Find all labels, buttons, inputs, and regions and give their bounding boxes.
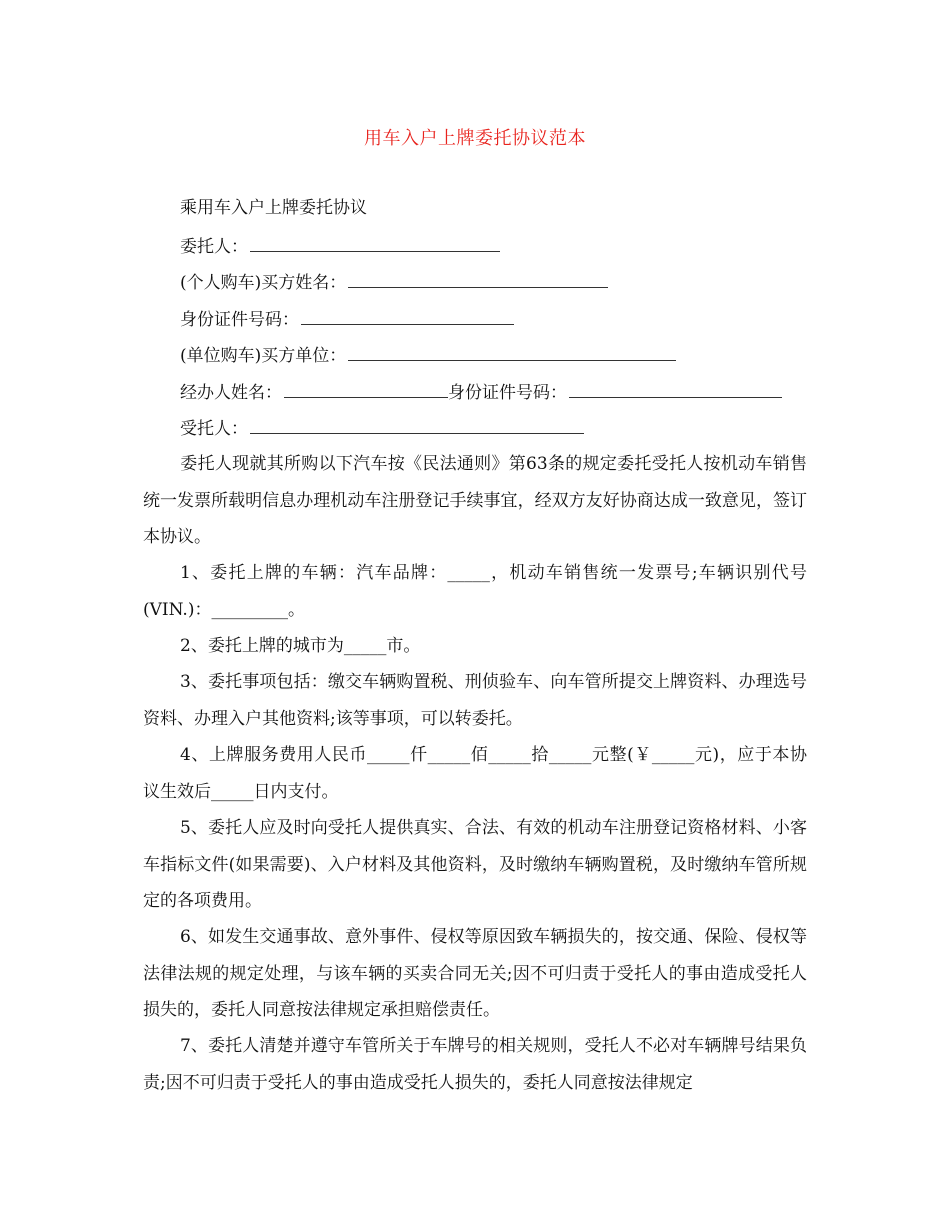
paragraph-intro: 委托人现就其所购以下汽车按《民法通则》第63条的规定委托受托人按机动车销售统一发票所载明信息办理机动车注册登记手续事宜，经双方友好协商达成一致意见，签订本协议。 (143, 454, 807, 547)
agent-label: 受托人： (180, 419, 248, 439)
paragraph-clause-5: 5、委托人应及时向受托人提供真实、合法、有效的机动车注册登记资格材料、小客车指标文件(如果需要)、入户材料及其他资料，及时缴纳车辆购置税，及时缴纳车管所规定的各项费用。 (143, 818, 807, 911)
paragraph-clause-3: 3、委托事项包括：缴交车辆购置税、刑侦验车、向车管所提交上牌资料、办理选号资料、办理入户其他资料;该等事项，可以转委托。 (143, 672, 807, 729)
agreement-subtitle: 乘用车入户上牌委托协议 (180, 198, 367, 218)
id-number-blank-field[interactable] (301, 308, 514, 325)
handler-name-label: 经办人姓名： (180, 383, 282, 403)
paragraph-clause-7: 7、委托人清楚并遵守车管所关于车牌号的相关规则，受托人不必对车辆牌号结果负责;因不可归责于受托人的事由造成受托人损失的，委托人同意按法律规定 (143, 1036, 807, 1093)
handler-id-label: 身份证件号码： (448, 383, 567, 403)
buyer-name-label: (个人购车)买方姓名： (180, 273, 347, 293)
buyer-name-blank-field[interactable] (348, 271, 608, 288)
buyer-unit-row (180, 344, 676, 366)
principal-row (180, 235, 500, 257)
handler-id-blank-field[interactable] (569, 381, 782, 398)
paragraph-clause-1: 1、委托上牌的车辆：汽车品牌：_____，机动车销售统一发票号;车辆识别代号(VIN.)：_________。 (143, 563, 807, 620)
paragraph-clause-4: 4、上牌服务费用人民币_____仟_____佰_____拾_____元整(￥_____元)，应于本协议生效后_____日内支付。 (143, 745, 807, 802)
agent-row (180, 417, 584, 439)
handler-row (180, 381, 782, 403)
principal-label: 委托人： (180, 237, 248, 257)
buyer-name-row (180, 271, 608, 293)
document-title: 用车入户上牌委托协议范本 (364, 128, 586, 149)
paragraph-clause-6: 6、如发生交通事故、意外事件、侵权等原因致车辆损失的，按交通、保险、侵权等法律法规的规定处理，与该车辆的买卖合同无关;因不可归责于受托人的事由造成受托人损失的，委托人同意按法律规定承担赔偿责任。 (143, 927, 807, 1020)
paragraph-clause-2: 2、委托上牌的城市为_____市。 (180, 636, 421, 656)
id-number-label: 身份证件号码： (180, 310, 299, 330)
handler-name-blank-field[interactable] (284, 381, 448, 398)
id-number-row (180, 308, 514, 330)
principal-blank-field[interactable] (250, 235, 500, 252)
buyer-unit-label: (单位购车)买方单位： (180, 346, 347, 366)
agent-blank-field[interactable] (250, 417, 584, 434)
buyer-unit-blank-field[interactable] (348, 344, 676, 361)
